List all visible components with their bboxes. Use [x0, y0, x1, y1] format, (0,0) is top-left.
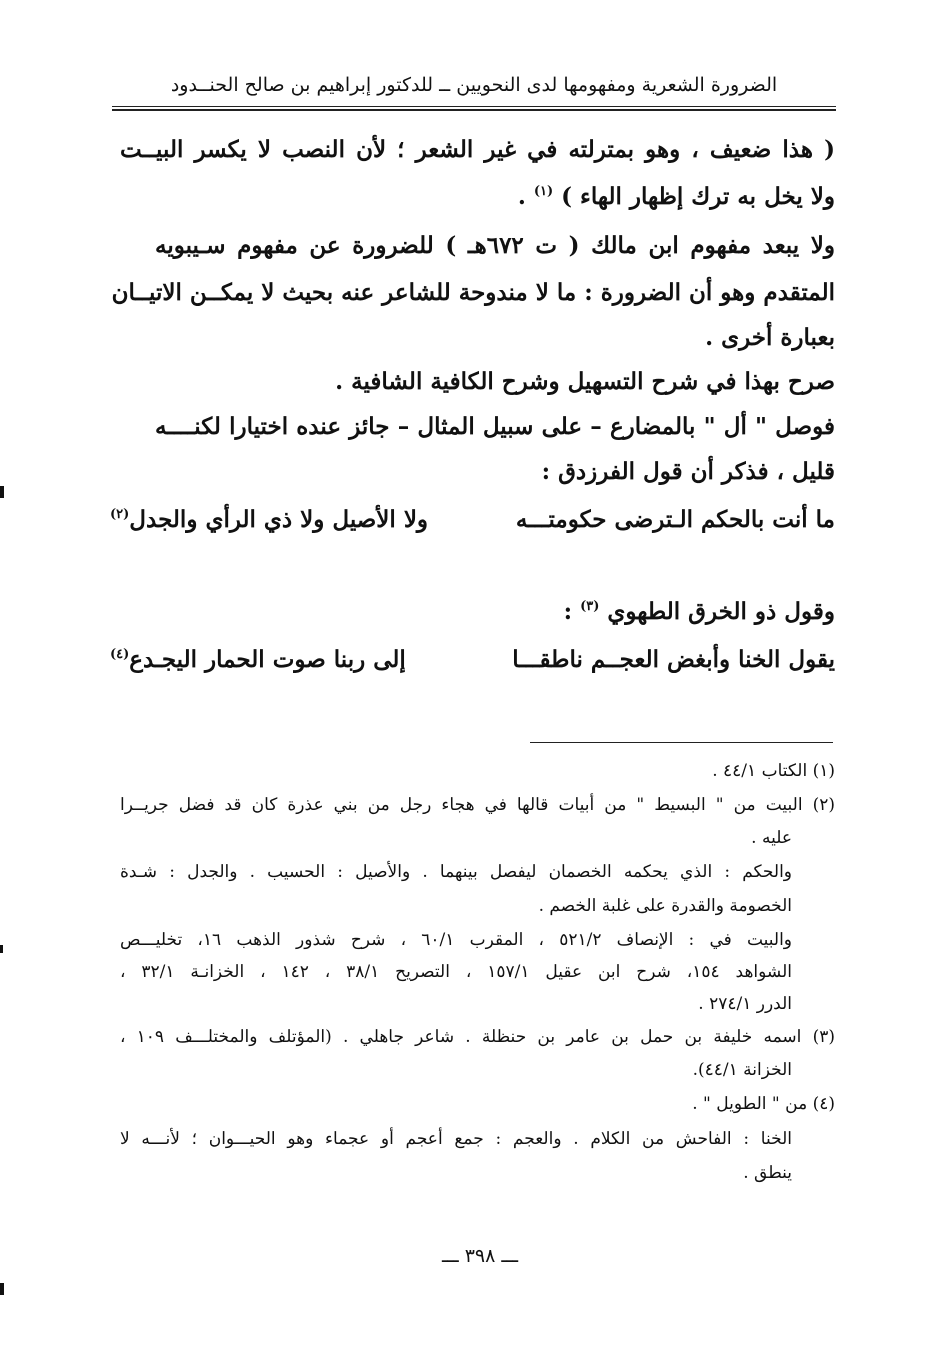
verse-1 [110, 505, 835, 539]
scan-edge-mark [0, 486, 4, 498]
running-header [112, 72, 836, 107]
verse-1-first-hemistich: ما أنت بالحكم الـترضى حكومتـــه [515, 506, 835, 533]
footnote-line-6: والبيت في : الإنصاف ٥٢١/٢ ، المقرب ٦٠/١ ، شرح شذور الذهب ١٦، تخليـــص [120, 930, 793, 950]
scan-edge-mark [0, 1283, 4, 1295]
footnote-line-8: الدرر ٢٧٤/١ . [698, 994, 792, 1014]
footnote-ref-4: (٤) [110, 647, 130, 662]
verse-2-first-hemistich: يقول الخنا وأبغض العجــم ناطقـــا [512, 646, 835, 673]
verse-2-second-text: إلى ربنا صوت الحمار اليجـدع [129, 646, 406, 673]
body-line-4: المتقدم وهو أن الضرورة : ما لا مندوحة للشاعر عنه بحيث لا يمكــن الاتيــان [111, 279, 835, 306]
body-line-2-text: ولا يخل به ترك إظهار الهاء ) [561, 183, 835, 210]
verse-1-second-hemistich [110, 505, 428, 535]
verse-2 [110, 645, 835, 679]
footnote-separator [530, 742, 833, 743]
page-number: ـــ ٣٩٨ ـــ [441, 1245, 519, 1267]
body-line-9 [155, 597, 835, 627]
header-double-rule [112, 109, 836, 111]
footnote-line-7: الشواهد ١٥٤، شرح ابن عقيل ١٥٧/١ ، التصريح ٣٨/١ ، ١٤٢ ، الخزانـة ٣٢/١ ، [120, 962, 792, 982]
footnote-line-13: ينطق . [743, 1163, 792, 1183]
body-line-1: ( هذا ضعيف ، وهو بمترلته في غير الشعر ؛ لأن النصب لا يكسر البيــت [120, 136, 835, 163]
footnote-line-2: (٢) البيت من " البسيط " من أبيات قالها في هجاء رجل من بني عذرة كان قد فضل جريــرا [120, 795, 835, 815]
footnote-line-1: (١) الكتاب ٤٤/١ . [712, 761, 835, 781]
footnote-ref-2: (٢) [110, 507, 130, 522]
body-line-2-end: . [517, 183, 526, 210]
verse-2-intro: وقول ذو الخرق الطهوي [607, 598, 835, 625]
footnote-line-12: الخنا : الفاحش من الكلام . والعجم : جمع أعجم أو عجماء وهو الحيـــوان ؛ لأنـــه لا [120, 1129, 792, 1149]
body-line-7: فوصل " أل " بالمضارع – على سبيل المثال – جائز عنده اختيارا لكنــــه [155, 413, 835, 440]
body-line-2 [120, 182, 835, 212]
footnote-line-10: الخزانة ٤٤/١). [692, 1060, 792, 1080]
footnote-ref-3: (٣) [580, 599, 600, 614]
body-line-8: قليل ، فذكر أن قول الفرزدق : [541, 458, 835, 485]
body-line-6: صرح بهذا في شرح التسهيل وشرح الكافية الشافية . [335, 368, 835, 395]
footnote-line-5: الخصومة والقدرة على غلبة الخصم . [538, 896, 792, 916]
footnote-line-3: عليه . [751, 828, 792, 848]
verse-1-second-text: ولا الأصيل ولا ذي الرأي والجدل [129, 506, 429, 533]
body-line-5: بعبارة أخرى . [705, 324, 835, 351]
footnote-line-4: والحكم : الذي يحكمه الخصمان ليفصل بينهما . والأصيل : الحسيب . والجدل : شـدة [120, 862, 792, 882]
footnote-line-11: (٤) من " الطويل " . [692, 1094, 835, 1114]
footnote-line-9: (٣) اسمه خليفة بن حمل بن عامر بن حنظلة . شاعر جاهلي . (المؤتلف والمختلـــف ١٠٩ ، [120, 1027, 835, 1047]
footnote-ref-1: (١) [533, 184, 554, 199]
scan-edge-mark [0, 945, 3, 953]
running-title: الضرورة الشعرية ومفهومها لدى النحويين ــ للدكتور إبراهيم بن صالح الحنــدود [170, 74, 778, 96]
verse-2-second-hemistich [110, 645, 406, 675]
verse-2-intro-end: : [563, 598, 573, 625]
body-line-3: ولا يبعد مفهوم ابن مالك ( ت ٦٧٢هـ ) للضرورة عن مفهوم سـيبويه [155, 232, 835, 259]
